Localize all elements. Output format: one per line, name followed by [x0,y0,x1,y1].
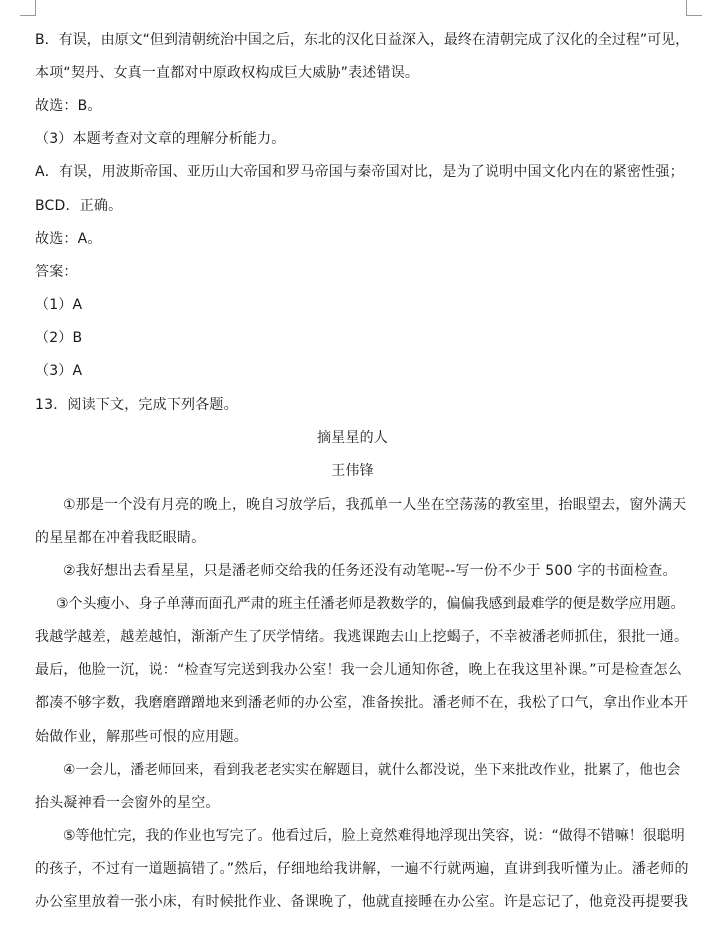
answer-analysis-line: 本项“契丹、女真一直都对中原政权构成巨大威胁”表述错误。 [35,65,420,81]
article-paragraph-line: ③个头瘦小、身子单薄而面孔严肃的班主任潘老师是教数学的，偏偏我感到最难学的便是数学应用题。 [56,596,685,612]
question-part-line: （3）本题考查对文章的理解分析能力。 [35,131,286,147]
article-author: 王伟锋 [331,463,374,479]
article-paragraph-line: ④一会儿，潘老师回来，看到我老老实实在解题目，就什么都没说，坐下来批改作业，批累了，他也会 [63,762,681,778]
page-corner-mark-right-vertical [686,0,687,16]
article-paragraph-line: 最后，他脸一沉，说：“检查写完送到我办公室！我一会儿通知你爸，晚上在我这里补课。”可是检查怎么 [35,662,682,678]
page-corner-mark-right-horizontal [686,15,702,16]
article-paragraph-line: ②我好想出去看星星，只是潘老师交给我的任务还没有动笔呢--写一份不少于 500 字的书面检查。 [63,563,677,579]
answer-heading: 答案： [35,264,78,280]
article-paragraph-line: 始做作业，解那些可恨的应用题。 [35,729,248,745]
question-heading: 13．阅读下文，完成下列各题。 [35,397,238,413]
article-paragraph-line: 都凑不够字数，我磨磨蹭蹭地来到潘老师的办公室，准备挨批。潘老师不在，我松了口气，拿出作业本开 [35,695,689,711]
answer-choice-line: 故选：A。 [35,231,102,247]
article-paragraph-line: 的孩子，不过有一道题搞错了。”然后，仔细地给我讲解，一遍不行就两遍，直讲到我听懂为止。潘老师的 [35,861,689,877]
article-paragraph-line: 我越学越差，越差越怕，渐渐产生了厌学情绪。我逃课跑去山上挖蝎子，不幸被潘老师抓住，狠批一通。 [35,629,689,645]
article-paragraph-line: 的星星都在冲着我眨眼睛。 [35,530,206,546]
answer-analysis-line: A．有误，用波斯帝国、亚历山大帝国和罗马帝国与秦帝国对比，是为了说明中国文化内在的紧密性强； [35,164,684,180]
answer-item: （1）A [35,297,83,313]
answer-analysis-line: BCD．正确。 [35,198,123,214]
article-paragraph-line: 办公室里放着一张小床，有时候批作业、备课晚了，他就直接睡在办公室。许是忘记了，他竟没再提要我 [35,894,689,910]
page-corner-mark-left-vertical [35,0,36,16]
article-paragraph-line: ①那是一个没有月亮的晚上，晚自习放学后，我孤单一人坐在空荡荡的教室里，抬眼望去，窗外满天 [63,497,687,513]
page-corner-mark-left-horizontal [20,15,36,16]
article-paragraph-line: 抬头凝神看一会窗外的星空。 [35,795,220,811]
answer-item: （2）B [35,330,83,346]
article-paragraph-line: ⑤等他忙完，我的作业也写完了。他看过后，脸上竟然难得地浮现出笑容，说：“做得不错嘛！很聪明 [63,828,685,844]
answer-item: （3）A [35,363,83,379]
answer-choice-line: 故选：B。 [35,98,102,114]
answer-analysis-line: B．有误，由原文“但到清朝统治中国之后，东北的汉化日益深入，最终在清朝完成了汉化的全过程”可见， [35,32,690,48]
article-title: 摘星星的人 [317,430,388,446]
